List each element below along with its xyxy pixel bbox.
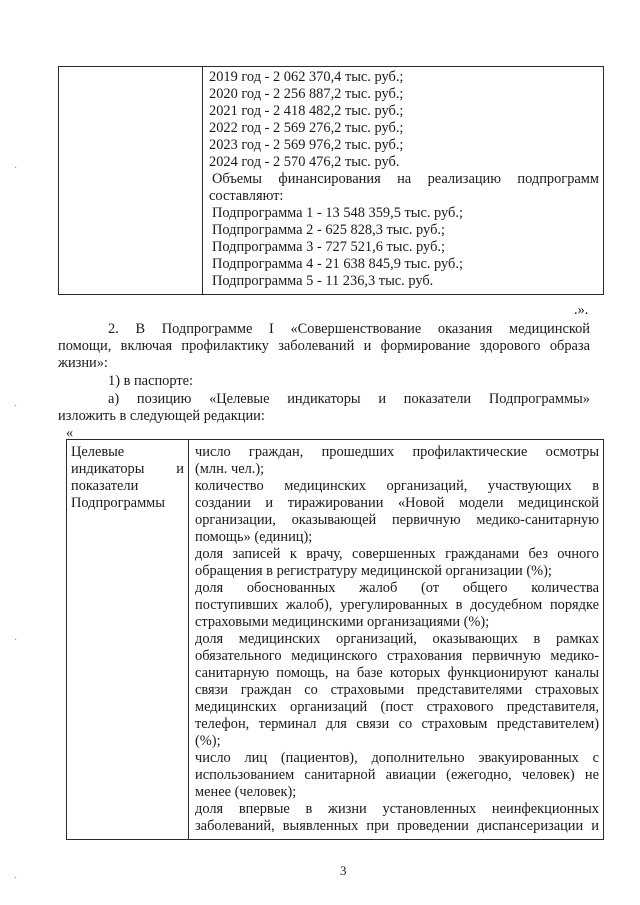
indicators-table bbox=[66, 439, 604, 840]
subprogram-funding-line: Подпрограмма 4 - 21 638 845,9 тыс. руб.; bbox=[212, 256, 463, 272]
item-1-in-passport: 1) в паспорте: bbox=[108, 373, 194, 389]
indicator-line: страховыми медицинскими организациями (%); bbox=[195, 614, 490, 630]
item-a-paragraph bbox=[58, 391, 590, 425]
indicator-line: санитарную помощь, на базе которых функционируют каналы bbox=[195, 665, 599, 681]
indicator-line: медицинских организаций (пост страхового представителя, bbox=[195, 699, 599, 715]
subprogram-funding-line: Подпрограмма 1 - 13 548 359,5 тыс. руб.; bbox=[212, 205, 463, 221]
indicator-line: число лиц (пациентов), дополнительно эвакуированных с bbox=[195, 750, 599, 766]
indicator-line: использованием санитарной авиации (ежегодно, человек) не bbox=[195, 767, 599, 783]
funding-volumes-text-cont: составляют: bbox=[209, 188, 284, 204]
funding-year-line: 2019 год - 2 062 370,4 тыс. руб.; bbox=[209, 69, 404, 85]
indicator-line: число граждан, прошедших профилактические осмотры bbox=[195, 444, 599, 460]
subprogram-funding-line: Подпрограмма 3 - 727 521,6 тыс. руб.; bbox=[212, 239, 445, 255]
indicator-line: менее (человек); bbox=[195, 784, 297, 800]
funding-year-line: 2022 год - 2 569 276,2 тыс. руб.; bbox=[209, 120, 404, 136]
funding-table bbox=[58, 66, 604, 295]
funding-table-content-cell bbox=[203, 67, 604, 295]
subprogram-funding-line: Подпрограмма 5 - 11 236,3 тыс. руб. bbox=[212, 273, 434, 289]
indicator-line: создании и тиражировании «Новой модели медицинской bbox=[195, 495, 599, 511]
funding-year-line: 2021 год - 2 418 482,2 тыс. руб.; bbox=[209, 103, 404, 119]
indicator-line: связи граждан со страховыми представителями страховых bbox=[195, 682, 599, 698]
indicator-line: доля впервые в жизни установленных неинфекционных bbox=[195, 801, 599, 817]
subprogram-funding-line: Подпрограмма 2 - 625 828,3 тыс. руб.; bbox=[212, 222, 445, 238]
indicator-line: телефон, терминал для связи со страховым представителем) bbox=[195, 716, 599, 732]
section-2-paragraph bbox=[58, 321, 590, 372]
scan-speck: · bbox=[14, 163, 18, 174]
indicator-line: доля обоснованных жалоб (от общего количества bbox=[195, 580, 599, 596]
indicator-line: доля записей к врачу, совершенных гражданами без очного bbox=[195, 546, 599, 562]
indicator-line: обращения в регистратуру медицинской организации (%); bbox=[195, 563, 552, 579]
indicator-line: (%); bbox=[195, 733, 221, 749]
indicators-label-line: индикаторы и bbox=[71, 461, 184, 477]
funding-table-empty-cell bbox=[59, 67, 203, 295]
indicator-line: помощь» (единиц); bbox=[195, 529, 313, 545]
page-number: 3 bbox=[340, 863, 347, 878]
opening-quote-mark: « bbox=[66, 425, 74, 441]
indicator-line: доля медицинских организаций, оказывающих в рамках bbox=[195, 631, 599, 647]
indicators-label-cell bbox=[67, 440, 189, 840]
funding-volumes-text: Объемы финансирования на реализацию подпрограмм bbox=[212, 171, 599, 187]
indicator-line: поступивших жалоб), урегулированных в досудебном порядке bbox=[195, 597, 599, 613]
scan-speck: · bbox=[14, 635, 18, 646]
funding-year-line: 2020 год - 2 256 887,2 тыс. руб.; bbox=[209, 86, 404, 102]
scan-speck: · bbox=[14, 873, 18, 884]
indicators-label-line: Целевые bbox=[71, 444, 125, 460]
indicator-line: (млн. чел.); bbox=[195, 461, 265, 477]
scan-speck: · bbox=[14, 401, 18, 412]
item-a-line: изложить в следующей редакции: bbox=[58, 408, 265, 424]
item-a-line: а) позицию «Целевые индикаторы и показатели Подпрограммы» bbox=[108, 391, 590, 407]
closing-quote-mark: .». bbox=[574, 302, 589, 318]
funding-year-line: 2024 год - 2 570 476,2 тыс. руб. bbox=[209, 154, 400, 170]
indicator-line: организации, оказывающей первичную медико-санитарную bbox=[195, 512, 599, 528]
section-2-line: 2. В Подпрограмме I «Совершенствование оказания медицинской bbox=[108, 321, 590, 337]
section-2-line: жизни»: bbox=[58, 355, 108, 371]
indicators-content-cell bbox=[189, 440, 604, 840]
indicator-line: обязательного медицинского страхования первичную медико- bbox=[195, 648, 599, 664]
funding-year-line: 2023 год - 2 569 976,2 тыс. руб.; bbox=[209, 137, 404, 153]
indicator-line: количество медицинских организаций, участвующих в bbox=[195, 478, 599, 494]
indicators-label-line: показатели bbox=[71, 478, 139, 494]
section-2-line: помощи, включая профилактику заболеваний и формирование здорового образа bbox=[58, 338, 590, 354]
indicator-line: заболеваний, выявленных при проведении диспансеризации и bbox=[195, 818, 599, 834]
indicators-label-line: Подпрограммы bbox=[71, 495, 165, 511]
